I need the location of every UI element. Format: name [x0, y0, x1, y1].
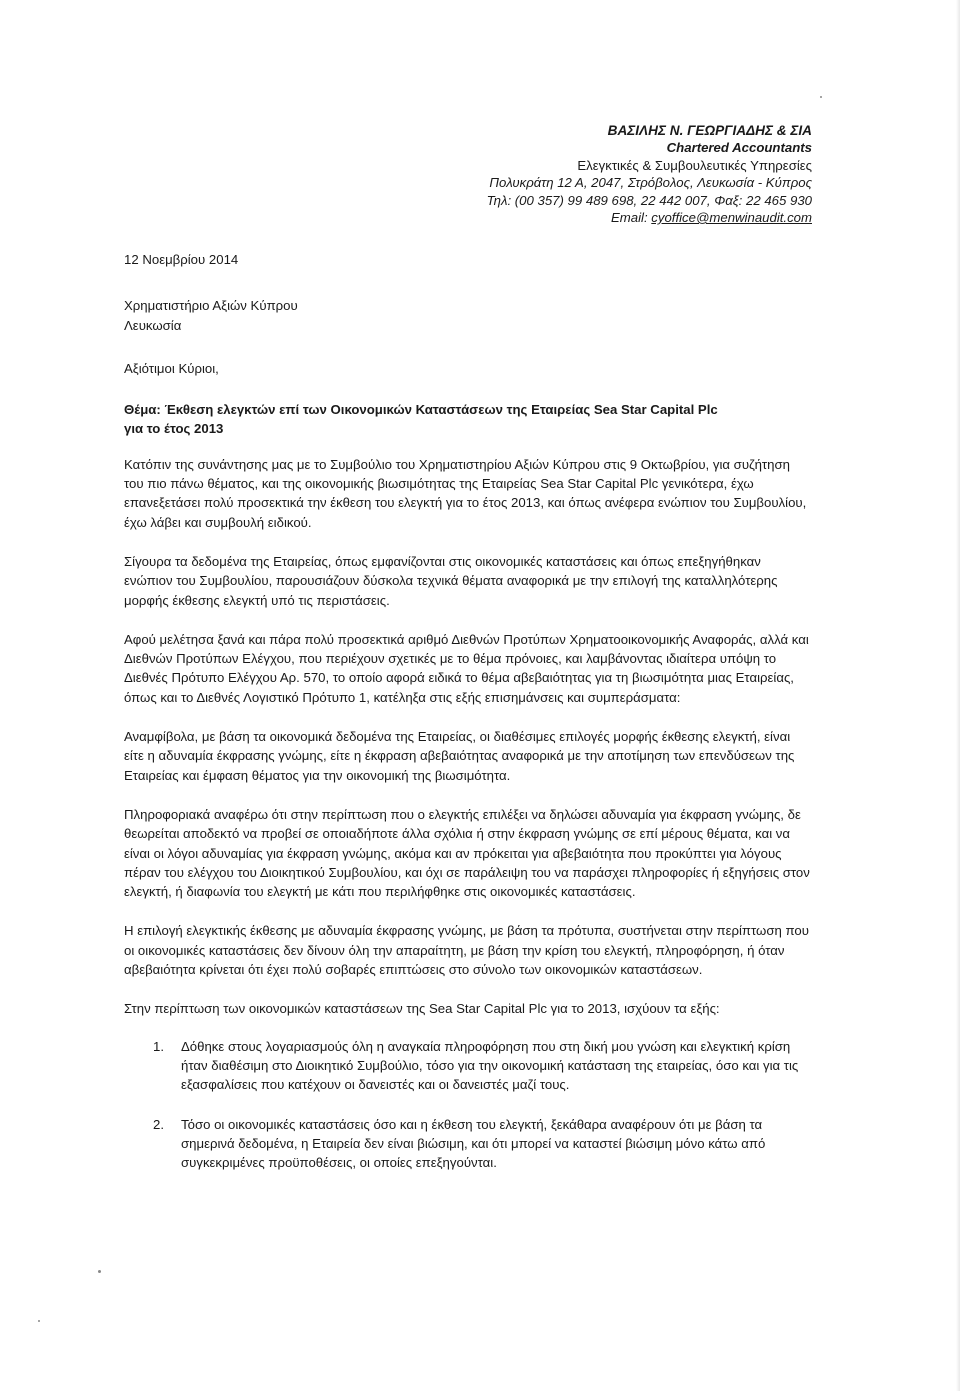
subject-line-2: για το έτος 2013 — [124, 421, 224, 437]
letter-body — [124, 250, 812, 1192]
scan-edge — [956, 0, 960, 1391]
paragraph: Η επιλογή ελεγκτικής έκθεσης με αδυναμία έκφρασης γνώμης, με βάση τα πρότυπα, συστήνεται στην περίπτωση που οι οικονομικές καταστάσεις δεν δίνουν όλη την απαραίτητη, με βάση την κρίση του ελεγκτή, πληροφόρηση, ή όταν αβεβαιότητα κρίνεται ότι έχει πολύ σοβαρές επιπτώσεις στο σύνολο των οικονομικών καταστάσεων. — [124, 923, 809, 978]
paragraph: Σίγουρα τα δεδομένα της Εταιρείας, όπως εμφανίζονται στις οικονομικές καταστάσεις και όπως επεξηγήθηκαν ενώπιον του Συμβουλίου, παρουσιάζουν δύσκολα τεχνικά θέματα αναφορικά με την επιλογή της καταλληλότερης μορφής έκθεσης ελεγκτή υπό τις περιστάσεις. — [124, 553, 778, 608]
firm-title: Chartered Accountants — [666, 140, 812, 156]
salutation: Αξιότιμοι Κύριοι, — [124, 360, 219, 376]
letter-date: 12 Νοεμβρίου 2014 — [124, 252, 239, 267]
scan-speck — [820, 96, 822, 98]
email-link[interactable]: cyoffice@menwinaudit.com — [651, 210, 812, 226]
letterhead — [487, 122, 812, 226]
list-item-text: Δόθηκε στους λογαριασμούς όλη η αναγκαία πληροφόρηση που στη δική μου γνώση και ελεγκτική κρίση ήταν διαθέσιμη στο Διοικητικό Συμβούλιο, τόσο για την οικονομική κατάσταση της εταιρείας, όσο και για τις εξασφαλίσεις που κατέχουν οι δανειστές και οι δανειστές μαζί τους. — [181, 1038, 799, 1093]
firm-address: Πολυκράτη 12 Α, 2047, Στρόβολος, Λευκωσία - Κύπρος — [489, 175, 812, 191]
paragraph: Πληροφοριακά αναφέρω ότι στην περίπτωση που ο ελεγκτής επιλέξει να δηλώσει αδυναμία για έκφραση γνώμης, δε θεωρείται αποδεκτό να προβεί σε οποιαδήποτε άλλα σχόλια ή στην έκφραση γνώμης σε επί μέρους θέματα, και να είναι οι λόγοι αδυναμίας για έκφραση γνώμης, ακόμα και αν πρόκειται για αβεβαιότητα που προκύπτει για λόγους πέραν του ελέγχου του Διοικητικού Συμβουλίου, και όχι σε παράλειψη του να παράσχει πληροφορίες ή εξηγήσεις στον ελεγκτή, ή διαφωνία του ελεγκτή με κάτι που περιλήφθηκε στις οικονομικές καταστάσεις. — [124, 806, 810, 900]
recipient-line-1: Χρηματιστήριο Αξιών Κύπρου — [124, 298, 298, 314]
scan-speck — [98, 1270, 101, 1273]
list-item-text: Τόσο οι οικονομικές καταστάσεις όσο και η έκθεση του ελεγκτή, ξεκάθαρα αναφέρουν ότι με βάση τα σημερινά δεδομένα, η Εταιρεία δεν είναι βιώσιμη, και ότι μπορεί να καταστεί βιώσιμη μόνο κάτω από συγκεκριμένες προϋποθέσεις, οι οποίες επεξηγούνται. — [181, 1116, 766, 1171]
paragraph: Στην περίπτωση των οικονομικών καταστάσεων της Sea Star Capital Plc για το 2013, ισχύουν τα εξής: — [124, 1001, 720, 1017]
paragraph: Αναμφίβολα, με βάση τα οικονομικά δεδομένα της Εταιρείας, οι διαθέσιμες επιλογές μορφής έκθεσης ελεγκτή, είναι είτε η αδυναμία έκφρασης γνώμης, είτε η έκφραση αβεβαιότητας αναφορικά με την αποτίμηση των επενδύσεων της Εταιρείας και έμφαση θέματος για την οικονομική της βιωσιμότητα. — [124, 729, 795, 783]
list-item — [124, 1115, 812, 1173]
firm-phone: Τηλ: (00 357) 99 489 698, 22 442 007, Φαξ: 22 465 930 — [486, 192, 812, 208]
list-item-number: 1. — [153, 1038, 164, 1054]
email-label: Email: — [610, 210, 652, 226]
firm-email-line — [487, 209, 812, 226]
recipient-address — [124, 296, 812, 335]
list-item — [124, 1037, 812, 1095]
paragraph: Αφού μελέτησα ξανά και πάρα πολύ προσεκτικά αριθμό Διεθνών Προτύπων Χρηματοοικονομικής Αναφοράς, αλλά και Διεθνών Προτύπων Ελέγχου, που περιέχουν σχετικές με το θέμα πρόνοιες, και λαμβάνοντας ιδιαίτερα υπόψη το Διεθνές Πρότυπο Ελέγχου Αρ. 570, το οποίο αφορά ειδικά το θέμα αβεβαιότητας για τη βιωσιμότητα μιας Εταιρείας, όπως και το Διεθνές Λογιστικό Πρότυπο 1, κατέληξα στις εξής επισημάνσεις και συμπεράσματα: — [124, 631, 809, 705]
firm-name: ΒΑΣΙΛΗΣ Ν. ΓΕΩΡΓΙΑΔΗΣ & ΣΙΑ — [607, 123, 812, 138]
subject-line-1: Θέμα: Έκθεση ελεγκτών επί των Οικονομικών Καταστάσεων της Εταιρείας Sea Star Capital Plc — [124, 402, 718, 418]
numbered-list — [124, 1037, 812, 1173]
paragraph: Κατόπιν της συνάντησης μας με το Συμβούλιο του Χρηματιστηρίου Αξιών Κύπρου στις 9 Οκτωβρίου, για συζήτηση του πιο πάνω θέματος, και της οικονομικής βιωσιμότητας της Εταιρείας Sea Star Capital Plc γενικότερα, έχω επανεξετάσει πολύ προσεκτικά την έκθεση του ελεγκτή για το έτος 2013, και όπως ανέφερα ενώπιον του Συμβουλίου, έχω λάβει και συμβουλή ειδικού. — [124, 456, 807, 530]
scan-speck — [38, 1320, 40, 1322]
firm-services: Ελεγκτικές & Συμβουλευτικές Υπηρεσίες — [577, 157, 812, 173]
subject-line — [124, 400, 812, 439]
recipient-line-2: Λευκωσία — [124, 317, 182, 333]
list-item-number: 2. — [153, 1116, 164, 1132]
